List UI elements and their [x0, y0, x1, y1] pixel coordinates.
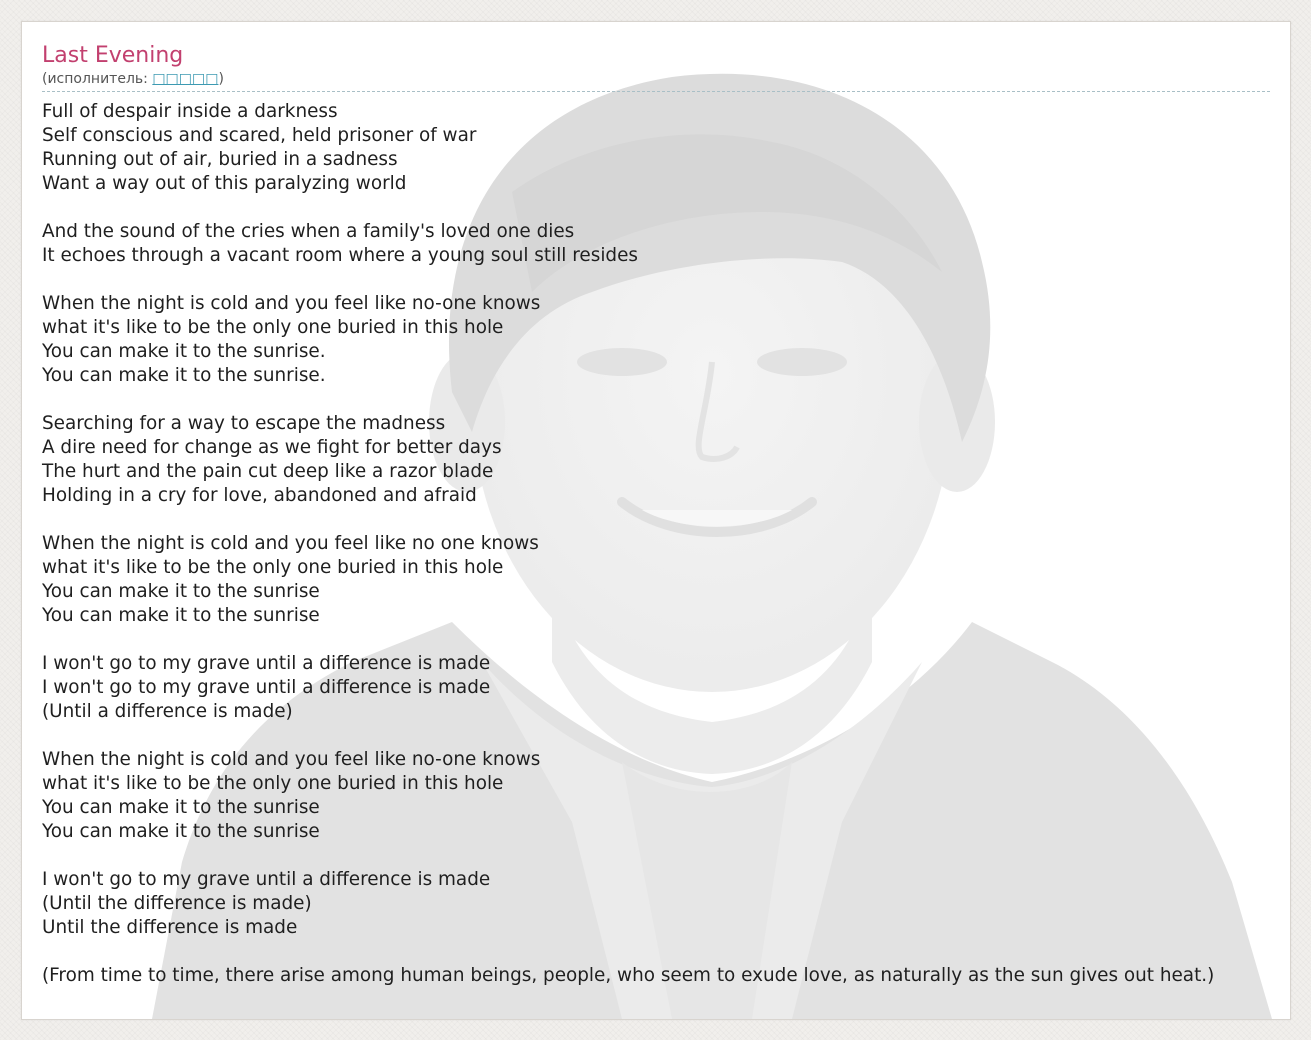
lyrics-card	[21, 21, 1291, 1020]
song-header	[42, 41, 1270, 92]
song-title: Last Evening	[42, 43, 184, 68]
performer-suffix: )	[218, 71, 224, 87]
performer-prefix: (исполнитель:	[42, 71, 153, 87]
performer-line	[42, 71, 224, 88]
song-lyrics: Full of despair inside a darkness Self conscious and scared, held prisoner of war Running out of air, buried in a sadness Want a way out of this paralyzing world And the sound of the cries when a family's loved one dies It echoes through a vacant room where a young soul still resides When the night is cold and you feel like no-one knows what it's like to be the only one buried in this hole You can make it to the sunrise. You can make it to the sunrise. Searching for a way to escape the madness A dire need for change as we fight for better days The hurt and the pain cut deep like a razor blade Holding in a cry for love, abandoned and afraid When the night is cold and you feel like no one knows what it's like to be the only one buried in this hole You can make it to the sunrise You can make it to the sunrise I won't go to my grave until a difference is made I won't go to my grave until a difference is made (Until a difference is made) When the night is cold and you feel like no-one knows what it's like to be the only one buried in this hole You can make it to the sunrise You can make it to the sunrise I won't go to my grave until a difference is made (Until the difference is made) Until the difference is made (From time to time, there arise among human beings, people, who seem to exude love, as naturally as the sun gives out heat.)	[42, 101, 1215, 986]
performer-link[interactable]: □□□□□	[152, 71, 219, 87]
